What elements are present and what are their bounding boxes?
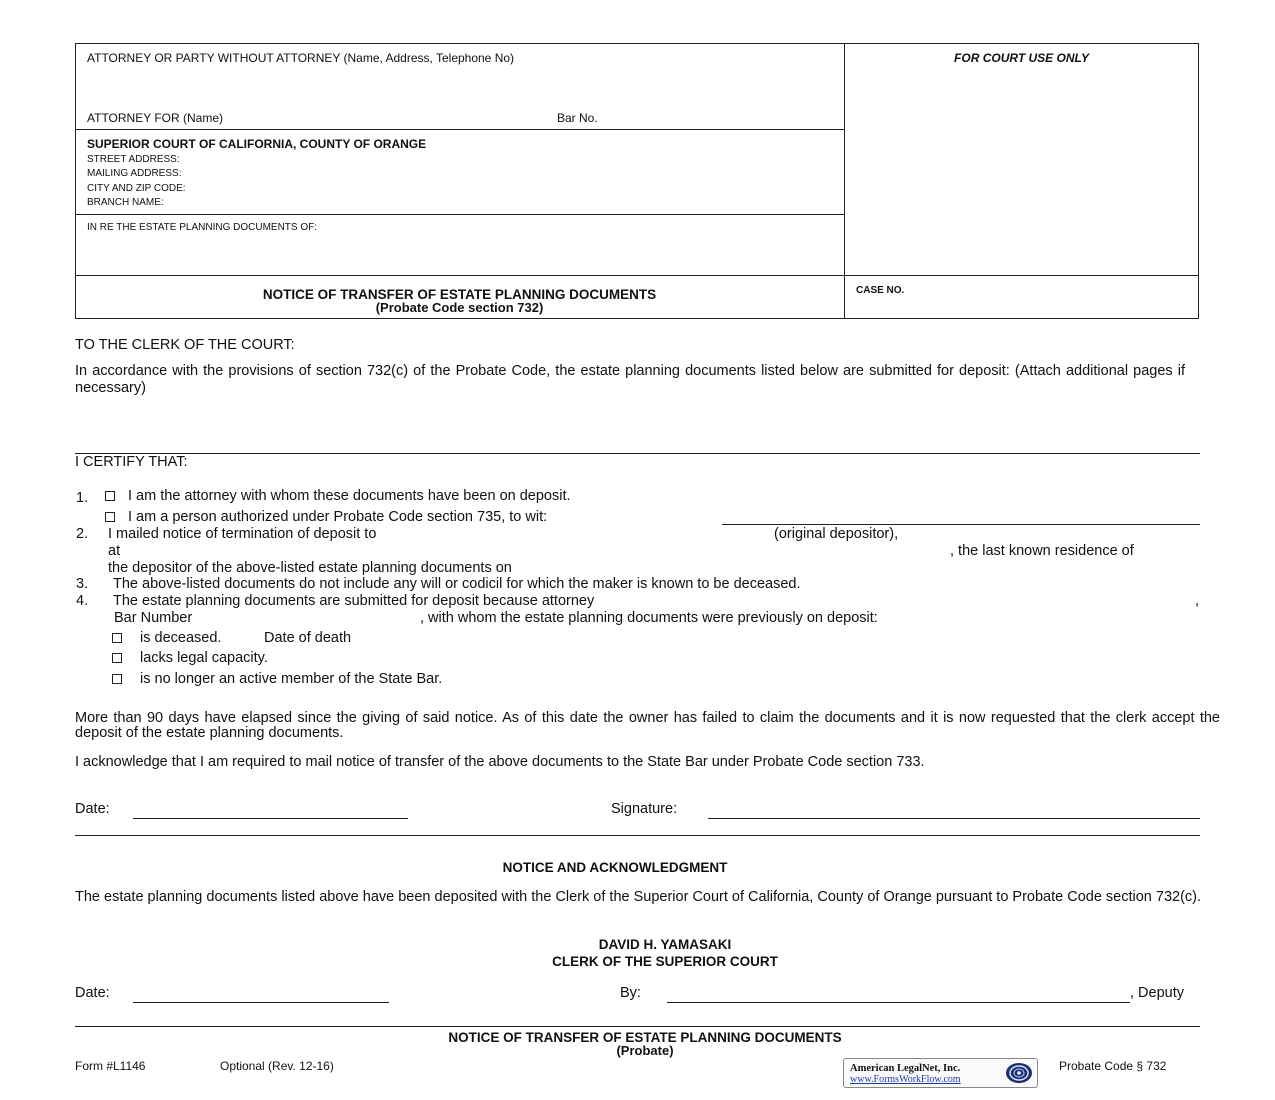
american-legalnet-logo[interactable] — [843, 1058, 1038, 1088]
section-rule — [75, 835, 1200, 836]
date-line[interactable] — [133, 818, 408, 819]
notice-text: The estate planning documents listed above have been deposited with the Clerk of the Superior Court of California, County of Orange pursuant to Probate Code section 732(c). — [75, 889, 1202, 905]
mailing-address-label: MAILING ADDRESS: — [87, 168, 182, 179]
item-4c-text: , with whom the estate planning documents were previously on deposit: — [420, 610, 878, 626]
bar-no-label: Bar No. — [557, 111, 598, 125]
attorney-for-label: ATTORNEY FOR (Name) — [87, 111, 224, 125]
item-4-number: 4. — [76, 593, 89, 609]
item-3-text: The above-listed documents do not include any will or codicil for which the maker is known to be deceased. — [113, 576, 801, 592]
deceased-label: is deceased. — [140, 630, 222, 646]
court-use-label: FOR COURT USE ONLY — [954, 51, 1089, 65]
caption-rule-3 — [75, 275, 1199, 276]
probate-code-reference: Probate Code § 732 — [1059, 1059, 1167, 1073]
accordance-paragraph: In accordance with the provisions of section 732(c) of the Probate Code, the estate planning documents listed below are submitted for deposit: (Attach additional pages if necessary) — [75, 363, 1185, 396]
in-re-label: IN RE THE ESTATE PLANNING DOCUMENTS OF: — [87, 222, 318, 233]
date-of-death-label: Date of death — [264, 630, 352, 646]
attorney-label: ATTORNEY OR PARTY WITHOUT ATTORNEY (Name, Address, Telephone No) — [87, 51, 515, 65]
globe-icon — [1001, 1062, 1033, 1084]
clerk-name: DAVID H. YAMASAKI — [598, 937, 732, 952]
item-4a-text: The estate planning documents are submitted for deposit because attorney — [113, 593, 595, 609]
caption-rule-2 — [75, 214, 844, 215]
notice-date-label: Date: — [75, 985, 110, 1001]
item-4-comma: , — [1195, 593, 1200, 609]
to-wit-line[interactable] — [722, 524, 1200, 525]
optional-revision: Optional (Rev. 12-16) — [220, 1059, 334, 1073]
notice-heading: NOTICE AND ACKNOWLEDGMENT — [502, 860, 728, 875]
clerk-title: CLERK OF THE SUPERIOR COURT — [552, 954, 778, 969]
item-2d-text: , the last known residence of — [950, 543, 1134, 559]
footer-subtitle: (Probate) — [616, 1043, 674, 1058]
deposit-list-rule — [75, 453, 1200, 454]
item-2c-text: at — [108, 543, 121, 559]
caption-rule-1 — [75, 129, 844, 130]
logo-company-name: American LegalNet, Inc. — [850, 1063, 961, 1074]
city-zip-label: CITY AND ZIP CODE: — [87, 183, 186, 194]
caption-box — [75, 43, 1199, 319]
form-number: Form #L1146 — [75, 1059, 146, 1073]
case-no-label: CASE NO. — [856, 285, 905, 296]
not-active-member-checkbox[interactable] — [112, 674, 122, 684]
attorney-on-deposit-checkbox[interactable] — [105, 491, 115, 501]
branch-name-label: BRANCH NAME: — [87, 197, 164, 208]
footer-rule — [75, 1026, 1200, 1027]
item-1-number: 1. — [76, 490, 89, 506]
deceased-checkbox[interactable] — [112, 633, 122, 643]
item-3-number: 3. — [76, 576, 89, 592]
by-line[interactable] — [667, 1002, 1130, 1003]
date-label: Date: — [75, 801, 110, 817]
item-2-number: 2. — [76, 526, 89, 542]
street-address-label: STREET ADDRESS: — [87, 154, 180, 165]
item-4b-text: Bar Number — [114, 610, 193, 626]
footer-title: NOTICE OF TRANSFER OF ESTATE PLANNING DOCUMENTS — [448, 1030, 842, 1045]
to-clerk: TO THE CLERK OF THE COURT: — [75, 337, 295, 353]
item-1a-text: I am the attorney with whom these documents have been on deposit. — [128, 488, 571, 504]
caption-divider — [844, 43, 845, 319]
signature-line[interactable] — [708, 818, 1200, 819]
item-2a-text: I mailed notice of termination of deposit to — [108, 526, 377, 542]
acknowledge-paragraph: I acknowledge that I am required to mail notice of transfer of the above documents to the State Bar under Probate Code section 733. — [75, 754, 925, 770]
by-label: By: — [620, 985, 641, 1001]
authorized-person-checkbox[interactable] — [105, 512, 115, 522]
court-name: SUPERIOR COURT OF CALIFORNIA, COUNTY OF ORANGE — [87, 137, 427, 151]
item-2e-text: the depositor of the above-listed estate planning documents on — [108, 560, 512, 576]
signature-label: Signature: — [611, 801, 678, 817]
more-than-90-days-paragraph: More than 90 days have elapsed since the giving of said notice. As of this date the owner has failed to claim the documents and it is now requested that the clerk accept the deposit of the estate planning documents. — [75, 710, 1220, 741]
notice-date-line[interactable] — [133, 1002, 389, 1003]
lacks-capacity-label: lacks legal capacity. — [140, 650, 268, 666]
not-active-member-label: is no longer an active member of the State Bar. — [140, 671, 443, 687]
item-2b-text: (original depositor), — [774, 526, 899, 542]
item-1b-text: I am a person authorized under Probate Code section 735, to wit: — [128, 509, 548, 525]
certify-label: I CERTIFY THAT: — [75, 454, 188, 470]
form-subtitle: (Probate Code section 732) — [375, 300, 544, 315]
form-title: NOTICE OF TRANSFER OF ESTATE PLANNING DOCUMENTS — [262, 287, 657, 302]
deputy-label: , Deputy — [1130, 985, 1184, 1001]
logo-website-link[interactable]: www.FormsWorkFlow.com — [850, 1074, 961, 1085]
lacks-capacity-checkbox[interactable] — [112, 653, 122, 663]
